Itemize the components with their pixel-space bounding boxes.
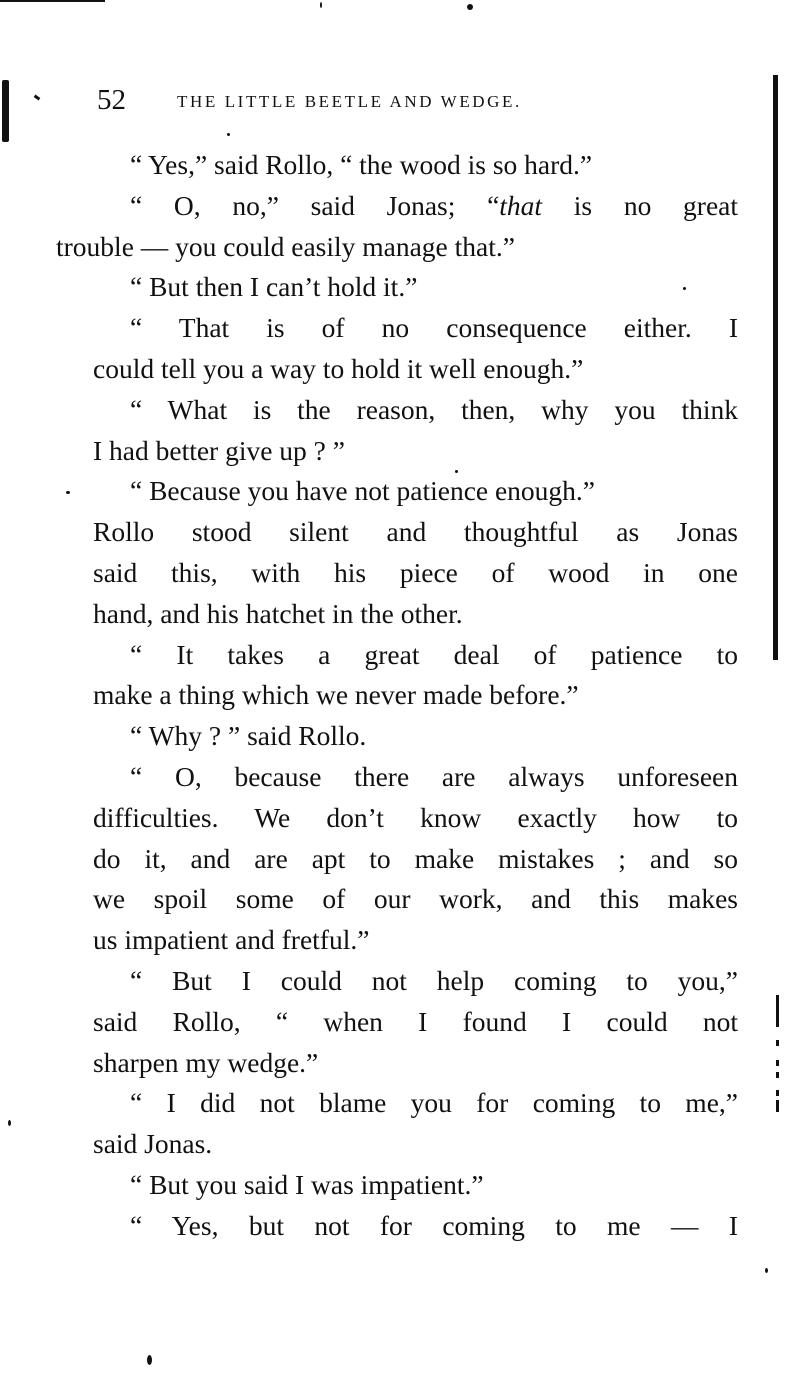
paragraph [56, 186, 738, 268]
scan-rule-mark [0, 0, 105, 2]
text-run: “ O, no,” said Jonas; “ [130, 189, 500, 221]
paragraph [93, 1165, 738, 1206]
text-line: make a thing which we never made before.” [93, 679, 579, 711]
paragraph [93, 267, 738, 308]
scan-binding-mark-left [2, 80, 9, 142]
paragraph [93, 1206, 738, 1247]
paragraph [93, 1083, 738, 1165]
paragraph [93, 308, 738, 390]
text-line: “ O, because there are always unforeseen [130, 760, 738, 792]
text-line: difficulties. We don’t know exactly how to [93, 801, 738, 833]
scan-edge-dash [776, 1040, 779, 1046]
text-line: trouble — you could easily manage that.” [56, 230, 515, 262]
body-text [56, 145, 738, 1247]
scan-speck [320, 2, 322, 8]
scan-speck [227, 133, 230, 136]
scan-speck [467, 4, 473, 10]
text-line: said this, with his piece of wood in one [93, 556, 738, 588]
text-line: “ Why ? ” said Rollo. [130, 720, 367, 752]
text-line: “ I did not blame you for coming to me,” [130, 1087, 738, 1119]
paragraph [93, 961, 738, 1083]
scan-edge-dash [776, 1090, 779, 1096]
text-line: could tell you a way to hold it well enough.” [93, 352, 584, 384]
text-line: “ But then I can’t hold it.” [130, 271, 418, 303]
text-line: sharpen my wedge.” [93, 1046, 319, 1078]
text-line: do it, and are apt to make mistakes ; and so [93, 842, 738, 874]
scan-edge-dash [776, 1060, 779, 1066]
italic-word: that [499, 189, 543, 221]
text-run: is no great [542, 189, 738, 221]
text-line: “ Yes, but not for coming to me — I [130, 1209, 738, 1241]
scan-speck [66, 491, 70, 494]
paragraph [93, 716, 738, 757]
text-line: we spoil some of our work, and this makes [93, 883, 738, 915]
text-line: us impatient and fretful.” [93, 924, 370, 956]
scan-speck [8, 1120, 11, 1126]
scan-tick-mark [34, 95, 41, 101]
scan-speck [147, 1355, 152, 1365]
scan-edge-dash [776, 1100, 779, 1112]
text-line: I had better give up ? ” [93, 434, 345, 466]
text-line: “ Because you have not patience enough.” [130, 475, 596, 507]
paragraph [93, 471, 738, 512]
text-line: “ But I could not help coming to you,” [130, 964, 738, 996]
page-number: 52 [97, 84, 126, 116]
scan-edge-dash [776, 995, 779, 1027]
paragraph [93, 757, 738, 961]
text-line [93, 186, 738, 227]
text-line: “ It takes a great deal of patience to [130, 638, 738, 670]
page-header [97, 82, 737, 118]
text-line: “ Yes,” said Rollo, “ the wood is so hard.” [130, 149, 593, 180]
text-line: said Jonas. [93, 1128, 213, 1160]
paragraph [93, 145, 738, 186]
paragraph [93, 390, 738, 472]
scan-edge-bar-right [773, 75, 778, 660]
scan-edge-dash [776, 1072, 779, 1078]
text-line: said Rollo, “ when I found I could not [93, 1005, 738, 1037]
text-line: hand, and his hatchet in the other. [93, 597, 463, 629]
text-line: “ But you said I was impatient.” [130, 1168, 484, 1200]
running-head: THE LITTLE BEETLE AND WEDGE. [177, 92, 522, 111]
text-line: “ What is the reason, then, why you think [130, 393, 738, 425]
text-line: Rollo stood silent and thoughtful as Jonas [93, 516, 738, 548]
scan-speck [765, 1268, 768, 1273]
paragraph [93, 512, 738, 634]
text-line: “ That is of no consequence either. I [130, 312, 738, 344]
paragraph [93, 635, 738, 717]
